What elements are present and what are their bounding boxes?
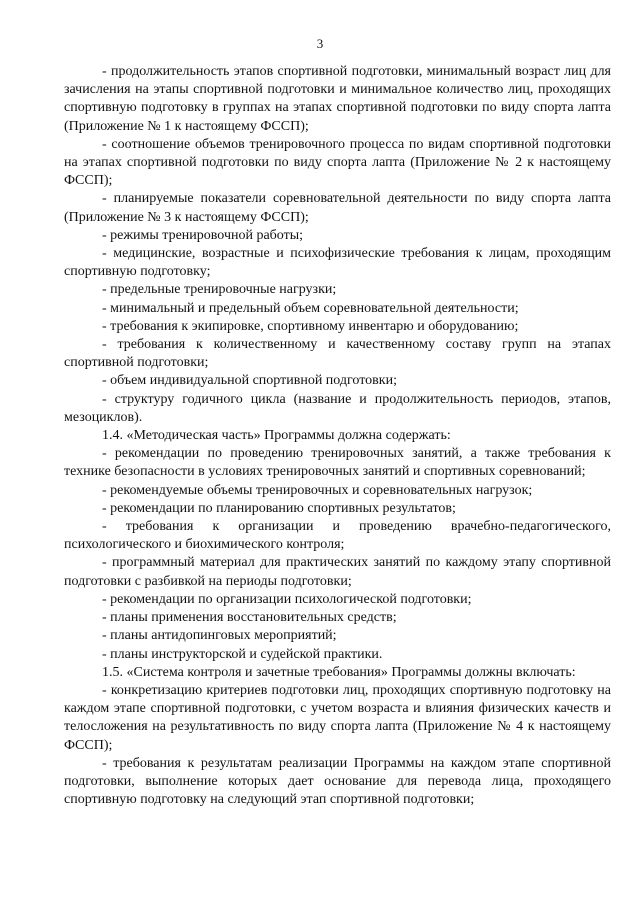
document-body bbox=[64, 63, 611, 809]
section-heading-1-4: 1.4. «Методическая часть» Программы должна содержать: bbox=[102, 428, 451, 444]
list-item-individual-training: - объем индивидуальной спортивной подготовки; bbox=[102, 373, 397, 389]
list-item-medical-requirements: - медицинские, возрастные и психофизические требования к лицам, проходящим спортивную подготовку; bbox=[64, 246, 611, 280]
list-item-competition-volume: - минимальный и предельный объем соревновательной деятельности; bbox=[102, 300, 519, 316]
list-item-recommended-loads: - рекомендуемые объемы тренировочных и соревновательных нагрузок; bbox=[102, 482, 533, 498]
list-item-training-recommendations: - рекомендации по проведению тренировочных занятий, а также требования к технике безопасности в условиях тренировочных занятий и спортивных соревнований; bbox=[64, 446, 611, 480]
list-item-group-composition: - требования к количественному и качественному составу групп на этапах спортивной подготовки; bbox=[64, 337, 611, 371]
list-item-annual-cycle: - структуру годичного цикла (название и продолжительность периодов, этапов, мезоциклов). bbox=[64, 391, 611, 425]
list-item-stage-duration: - продолжительность этапов спортивной подготовки, минимальный возраст лиц для зачисления на этапы спортивной подготовки и минимальное количество лиц, проходящих спортивную подготовку в группах на этапах спортивной подготовки по виду спорта лапта (Приложение № 1 к настоящему ФССП); bbox=[64, 64, 611, 134]
list-item-training-modes: - режимы тренировочной работы; bbox=[102, 227, 304, 243]
list-item-competition-indicators: - планируемые показатели соревновательной деятельности по виду спорта лапта (Приложение № 3 к настоящему ФССП); bbox=[64, 191, 611, 225]
list-item-control-requirements: - требования к организации и проведению врачебно-педагогического, психологического и биохимического контроля; bbox=[64, 519, 611, 553]
list-item-results-planning: - рекомендации по планированию спортивных результатов; bbox=[102, 500, 456, 516]
list-item-results-requirements: - требования к результатам реализации Программы на каждом этапе спортивной подготовки, выполнение которых дает основание для перевода лица, проходящего спортивную подготовку на следующий этап спортивной подготовки; bbox=[64, 755, 611, 808]
list-item-criteria-specification: - конкретизацию критериев подготовки лиц, проходящих спортивную подготовку на каждом этапе спортивной подготовки, с учетом возраста и влияния физических качеств и телосложения на результативность по виду спорта лапта (Приложение № 4 к настоящему ФССП); bbox=[64, 682, 611, 753]
section-heading-1-5: 1.5. «Система контроля и зачетные требования» Программы должны включать: bbox=[102, 664, 576, 680]
list-item-psychological-training: - рекомендации по организации психологической подготовки; bbox=[102, 591, 472, 607]
page-number: 3 bbox=[316, 36, 324, 51]
list-item-program-material: - программный материал для практических занятий по каждому этапу спортивной подготовки с разбивкой на периоды подготовки; bbox=[64, 555, 611, 589]
list-item-referee-practice: - планы инструкторской и судейской практики. bbox=[102, 646, 383, 662]
list-item-training-volume-ratio: - соотношение объемов тренировочного процесса по видам спортивной подготовки на этапах спортивной подготовки по виду спорта лапта (Приложение № 2 к настоящему ФССП); bbox=[64, 136, 611, 189]
list-item-max-loads: - предельные тренировочные нагрузки; bbox=[102, 282, 337, 298]
list-item-recovery-plans: - планы применения восстановительных средств; bbox=[102, 610, 397, 626]
list-item-equipment-requirements: - требования к экипировке, спортивному инвентарю и оборудованию; bbox=[102, 318, 519, 334]
list-item-antidoping-plans: - планы антидопинговых мероприятий; bbox=[102, 628, 337, 644]
